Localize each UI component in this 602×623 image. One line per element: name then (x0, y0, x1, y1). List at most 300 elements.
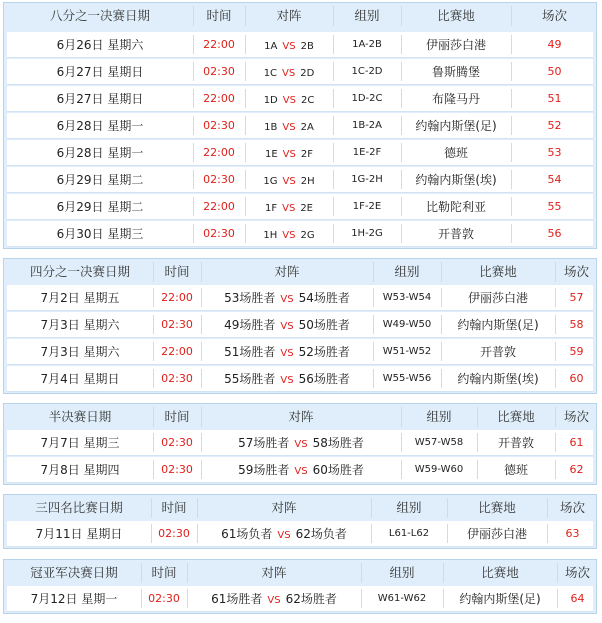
match-venue: 开普敦 (437, 227, 474, 241)
match-date: 6月29日 星期二 (56, 200, 144, 214)
vs-label: VS (282, 149, 296, 160)
match-venue: 约翰内斯堡(足) (457, 318, 539, 332)
column-divider (401, 224, 402, 243)
match-time: 22:00 (203, 200, 235, 213)
table-row (7, 140, 593, 166)
column-divider (153, 315, 154, 334)
column-divider (511, 224, 512, 243)
column-divider (201, 342, 202, 361)
column-divider (555, 433, 556, 452)
table-row (7, 339, 593, 365)
match-number: 51 (547, 92, 562, 105)
column-divider (201, 262, 202, 282)
table-row (7, 366, 593, 392)
column-divider (401, 35, 402, 54)
column-divider (401, 407, 402, 427)
column-divider (511, 197, 512, 216)
column-divider (193, 224, 194, 243)
column-divider (193, 89, 194, 108)
column-divider (193, 35, 194, 54)
team-a: 49场胜者 (224, 318, 276, 332)
team-b: 60场胜者 (312, 463, 364, 477)
column-divider (401, 6, 402, 26)
match-number: 56 (547, 227, 562, 240)
match-venue: 约翰内斯堡(足) (459, 592, 541, 606)
matchup (201, 339, 373, 365)
team-a: 1G (263, 176, 278, 187)
match-time: 02:30 (148, 592, 180, 605)
team-a: 1D (263, 95, 278, 106)
matchup (245, 140, 333, 166)
match-number: 59 (569, 345, 584, 358)
match-venue: 开普敦 (479, 345, 516, 359)
matchup (197, 521, 371, 547)
column-divider (245, 35, 246, 54)
table-row (7, 521, 593, 547)
table-row (7, 312, 593, 338)
column-divider (245, 170, 246, 189)
match-group: W49-W50 (382, 319, 432, 330)
team-b: 2B (300, 41, 314, 52)
match-venue: 伊丽莎白港 (466, 527, 527, 541)
team-b: 50场胜者 (298, 318, 350, 332)
column-divider (153, 407, 154, 427)
team-a: 53场胜者 (224, 291, 276, 305)
match-time: 02:30 (158, 527, 190, 540)
team-a: 61场负者 (221, 527, 273, 541)
table-row (7, 221, 593, 247)
column-divider (187, 589, 188, 608)
match-time: 22:00 (203, 92, 235, 105)
match-group: W51-W52 (382, 346, 432, 357)
match-date: 7月11日 星期日 (35, 527, 123, 541)
header-match-no: 场次 (563, 264, 589, 279)
team-b: 2C (300, 95, 315, 106)
team-a: 57场胜者 (238, 436, 290, 450)
header-venue: 比赛地 (497, 409, 535, 424)
column-divider (401, 170, 402, 189)
match-number: 53 (547, 146, 562, 159)
column-divider (373, 315, 374, 334)
team-b: 52场胜者 (298, 345, 350, 359)
column-divider (201, 315, 202, 334)
table-row (7, 32, 593, 58)
column-divider (447, 498, 448, 518)
match-group: W57-W58 (414, 437, 464, 448)
vs-label: VS (282, 230, 296, 241)
table-row (7, 167, 593, 193)
match-date: 6月27日 星期日 (56, 65, 144, 79)
matchup (245, 86, 333, 112)
match-group: 1F-2E (352, 201, 382, 212)
match-time: 22:00 (161, 291, 193, 304)
column-divider (151, 524, 152, 543)
matchup (245, 167, 333, 193)
column-divider (373, 342, 374, 361)
column-divider (557, 589, 558, 608)
team-a: 59场胜者 (238, 463, 290, 477)
column-divider (153, 288, 154, 307)
match-date: 6月26日 星期六 (56, 38, 144, 52)
column-divider (401, 143, 402, 162)
column-divider (441, 315, 442, 334)
header-matchup: 对阵 (271, 500, 297, 515)
column-divider (371, 524, 372, 543)
column-divider (201, 460, 202, 479)
column-divider (333, 170, 334, 189)
column-divider (153, 262, 154, 282)
match-venue: 约翰内斯堡(埃) (457, 372, 539, 386)
header-match-no: 场次 (563, 409, 589, 424)
matchup (245, 113, 333, 139)
column-divider (441, 262, 442, 282)
match-number: 55 (547, 200, 562, 213)
column-divider (401, 116, 402, 135)
team-b: 2E (300, 203, 313, 214)
column-divider (333, 6, 334, 26)
column-divider (193, 197, 194, 216)
team-a: 1E (264, 149, 278, 160)
column-divider (197, 498, 198, 518)
match-venue: 德班 (503, 463, 528, 477)
vs-label: VS (267, 595, 281, 606)
column-divider (511, 6, 512, 26)
match-venue: 约翰内斯堡(足) (415, 119, 497, 133)
header-matchup: 对阵 (274, 264, 300, 279)
match-group: 1D-2C (351, 93, 383, 104)
match-number: 57 (569, 291, 584, 304)
match-time: 02:30 (161, 463, 193, 476)
team-a: 61场胜者 (211, 592, 263, 606)
column-divider (201, 369, 202, 388)
column-divider (153, 369, 154, 388)
table-row (7, 457, 593, 483)
vs-label: VS (282, 41, 296, 52)
vs-label: VS (294, 439, 308, 450)
header-time: 时间 (206, 8, 232, 23)
matchup (245, 32, 333, 58)
header-time: 时间 (164, 264, 190, 279)
match-date: 7月4日 星期日 (40, 372, 120, 386)
team-a: 51场胜者 (224, 345, 276, 359)
column-divider (193, 116, 194, 135)
column-divider (555, 460, 556, 479)
column-divider (401, 89, 402, 108)
column-divider (333, 35, 334, 54)
header-venue: 比赛地 (437, 8, 475, 23)
header-group: 组别 (389, 565, 415, 580)
match-time: 02:30 (161, 436, 193, 449)
match-number: 49 (547, 38, 562, 51)
column-divider (153, 433, 154, 452)
match-group: 1A-2B (352, 39, 382, 50)
header-time: 时间 (164, 409, 190, 424)
match-group: 1C-2D (351, 66, 383, 77)
column-divider (511, 143, 512, 162)
match-time: 22:00 (203, 146, 235, 159)
match-group: 1B-2A (351, 120, 383, 131)
header-venue: 比赛地 (479, 264, 517, 279)
column-divider (201, 407, 202, 427)
column-divider (555, 342, 556, 361)
table-row (7, 194, 593, 220)
column-divider (441, 342, 442, 361)
match-venue: 开普敦 (497, 436, 534, 450)
match-group: W53-W54 (382, 292, 432, 303)
column-divider (511, 62, 512, 81)
match-venue: 约翰内斯堡(埃) (415, 173, 497, 187)
section-header (7, 495, 593, 521)
column-divider (401, 197, 402, 216)
column-divider (333, 143, 334, 162)
match-date: 6月29日 星期二 (56, 173, 144, 187)
column-divider (141, 589, 142, 608)
column-divider (333, 197, 334, 216)
header-date: 四分之一决赛日期 (29, 264, 130, 279)
match-time: 02:30 (203, 65, 235, 78)
column-divider (555, 262, 556, 282)
team-b: 2D (300, 68, 315, 79)
matchup (201, 285, 373, 311)
column-divider (141, 563, 142, 583)
team-a: 1H (263, 230, 278, 241)
column-divider (245, 62, 246, 81)
vs-label: VS (282, 176, 296, 187)
header-group: 组别 (354, 8, 380, 23)
match-venue: 伊丽莎白港 (425, 38, 486, 52)
vs-label: VS (280, 294, 294, 305)
vs-label: VS (280, 321, 294, 332)
match-venue: 德班 (443, 146, 468, 160)
match-group: 1H-2G (351, 228, 383, 239)
match-date: 6月28日 星期一 (56, 146, 144, 160)
match-group: W55-W56 (382, 373, 432, 384)
header-match-no: 场次 (541, 8, 567, 23)
column-divider (193, 62, 194, 81)
match-date: 7月3日 星期六 (40, 318, 120, 332)
match-date: 7月7日 星期三 (40, 436, 120, 450)
column-divider (555, 288, 556, 307)
matchup (201, 430, 401, 456)
header-venue: 比赛地 (481, 565, 519, 580)
match-number: 61 (569, 436, 584, 449)
match-number: 64 (570, 592, 585, 605)
match-time: 22:00 (161, 345, 193, 358)
match-venue: 鲁斯腾堡 (431, 65, 480, 79)
vs-label: VS (282, 122, 296, 133)
column-divider (373, 262, 374, 282)
match-date: 6月30日 星期三 (56, 227, 144, 241)
column-divider (557, 563, 558, 583)
column-divider (187, 563, 188, 583)
column-divider (555, 315, 556, 334)
match-date: 7月2日 星期五 (40, 291, 120, 305)
column-divider (245, 197, 246, 216)
team-b: 62场负者 (295, 527, 347, 541)
matchup (187, 586, 361, 612)
matchup (201, 312, 373, 338)
match-number: 63 (565, 527, 580, 540)
header-venue: 比赛地 (478, 500, 516, 515)
match-venue: 布隆马丹 (431, 92, 480, 106)
column-divider (441, 369, 442, 388)
column-divider (511, 116, 512, 135)
table-row (7, 113, 593, 139)
match-group: W61-W62 (377, 593, 427, 604)
section-third (3, 494, 597, 549)
column-divider (447, 524, 448, 543)
match-time: 02:30 (203, 227, 235, 240)
match-venue: 比勒陀利亚 (425, 200, 486, 214)
team-b: 56场胜者 (298, 372, 350, 386)
match-number: 52 (547, 119, 562, 132)
team-b: 54场胜者 (298, 291, 350, 305)
header-time: 时间 (161, 500, 187, 515)
column-divider (361, 589, 362, 608)
match-group: 1G-2H (351, 174, 383, 185)
column-divider (401, 62, 402, 81)
section-final (3, 559, 597, 614)
column-divider (477, 433, 478, 452)
column-divider (153, 460, 154, 479)
column-divider (333, 89, 334, 108)
column-divider (193, 143, 194, 162)
table-row (7, 586, 593, 612)
match-date: 7月3日 星期六 (40, 345, 120, 359)
matchup (245, 59, 333, 85)
column-divider (511, 89, 512, 108)
column-divider (153, 342, 154, 361)
column-divider (443, 589, 444, 608)
column-divider (401, 433, 402, 452)
team-a: 1F (264, 203, 278, 214)
match-date: 6月27日 星期日 (56, 92, 144, 106)
section-header (7, 560, 593, 586)
section-sf (3, 403, 597, 485)
vs-label: VS (280, 348, 294, 359)
column-divider (333, 224, 334, 243)
team-b: 2A (300, 122, 314, 133)
header-matchup: 对阵 (261, 565, 287, 580)
column-divider (193, 170, 194, 189)
match-group: W59-W60 (414, 464, 464, 475)
vs-label: VS (277, 530, 291, 541)
match-date: 7月8日 星期四 (40, 463, 120, 477)
column-divider (547, 498, 548, 518)
column-divider (333, 116, 334, 135)
column-divider (373, 288, 374, 307)
section-header (7, 3, 593, 29)
column-divider (371, 498, 372, 518)
column-divider (245, 6, 246, 26)
column-divider (555, 369, 556, 388)
match-group: 1E-2F (352, 147, 382, 158)
matchup (245, 221, 333, 247)
table-row (7, 59, 593, 85)
match-venue: 伊丽莎白港 (467, 291, 528, 305)
team-b: 2G (300, 230, 315, 241)
column-divider (201, 433, 202, 452)
column-divider (333, 62, 334, 81)
header-date: 八分之一决赛日期 (49, 8, 150, 23)
vs-label: VS (282, 203, 296, 214)
column-divider (401, 460, 402, 479)
header-match-no: 场次 (559, 500, 585, 515)
team-b: 62场胜者 (285, 592, 337, 606)
match-number: 62 (569, 463, 584, 476)
vs-label: VS (294, 466, 308, 477)
team-a: 1C (263, 68, 278, 79)
header-match-no: 场次 (564, 565, 590, 580)
match-time: 02:30 (203, 119, 235, 132)
table-row (7, 285, 593, 311)
column-divider (197, 524, 198, 543)
match-number: 50 (547, 65, 562, 78)
team-b: 2H (300, 176, 315, 187)
section-header (7, 404, 593, 430)
header-date: 三四名比赛日期 (35, 500, 123, 515)
header-date: 冠亚军决赛日期 (30, 565, 118, 580)
column-divider (547, 524, 548, 543)
header-group: 组别 (396, 500, 422, 515)
matchup (201, 457, 401, 483)
column-divider (477, 460, 478, 479)
column-divider (245, 143, 246, 162)
table-row (7, 430, 593, 456)
column-divider (361, 563, 362, 583)
match-number: 58 (569, 318, 584, 331)
header-time: 时间 (151, 565, 177, 580)
column-divider (193, 6, 194, 26)
vs-label: VS (282, 68, 296, 79)
header-date: 半决赛日期 (48, 409, 112, 424)
match-time: 02:30 (161, 318, 193, 331)
header-group: 组别 (394, 264, 420, 279)
column-divider (443, 563, 444, 583)
column-divider (151, 498, 152, 518)
header-matchup: 对阵 (288, 409, 314, 424)
column-divider (245, 224, 246, 243)
vs-label: VS (280, 375, 294, 386)
matchup (245, 194, 333, 220)
match-date: 6月28日 星期一 (56, 119, 144, 133)
column-divider (373, 369, 374, 388)
column-divider (477, 407, 478, 427)
match-date: 7月12日 星期一 (30, 592, 118, 606)
column-divider (245, 116, 246, 135)
column-divider (555, 407, 556, 427)
match-time: 22:00 (203, 38, 235, 51)
match-time: 02:30 (161, 372, 193, 385)
match-number: 54 (547, 173, 562, 186)
section-header (7, 259, 593, 285)
column-divider (441, 288, 442, 307)
matchup (201, 366, 373, 392)
table-row (7, 86, 593, 112)
vs-label: VS (282, 95, 296, 106)
section-qf (3, 258, 597, 394)
column-divider (511, 35, 512, 54)
column-divider (201, 288, 202, 307)
match-group: L61-L62 (388, 528, 430, 539)
match-number: 60 (569, 372, 584, 385)
header-group: 组别 (426, 409, 452, 424)
team-b: 58场胜者 (312, 436, 364, 450)
team-a: 55场胜者 (224, 372, 276, 386)
column-divider (511, 170, 512, 189)
team-a: 1B (264, 122, 278, 133)
team-a: 1A (264, 41, 278, 52)
